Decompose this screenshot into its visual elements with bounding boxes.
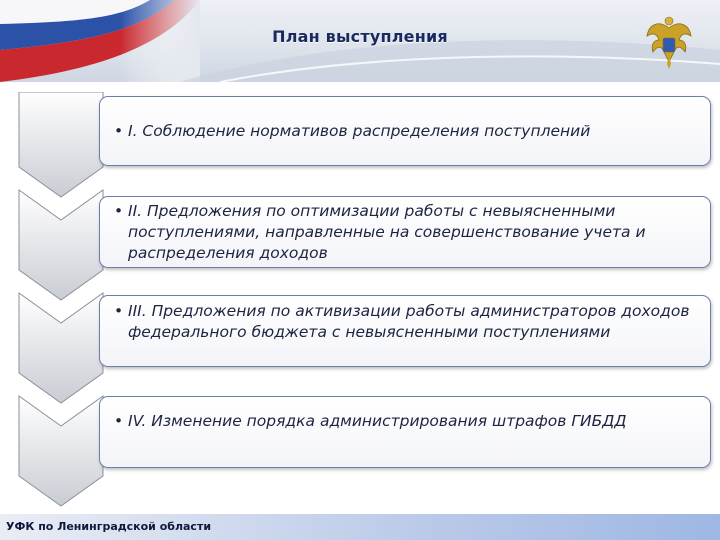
plan-item-4-text xyxy=(114,411,704,432)
plan-item-2-label: II. Предложения по оптимизации работы с невыясненными поступлениями, направленные на совершенствование учета и распределения доходов xyxy=(128,202,646,262)
footer-organization: УФК по Ленинградской области xyxy=(6,520,212,533)
plan-item-3 xyxy=(99,295,711,367)
plan-item-2 xyxy=(99,196,711,268)
plan-item-4 xyxy=(99,396,711,468)
chevron-arrow-3 xyxy=(19,293,103,403)
slide-footer xyxy=(0,514,720,540)
treasury-eagle-emblem xyxy=(645,14,693,70)
plan-item-4-label: IV. Изменение порядка администрирования штрафов ГИБДД xyxy=(128,412,627,430)
slide-header xyxy=(0,0,720,82)
plan-item-1-label: I. Соблюдение нормативов распределения поступлений xyxy=(128,122,591,140)
plan-item-3-text xyxy=(114,301,704,343)
bullet-icon: • xyxy=(114,202,124,220)
chevron-arrow-4 xyxy=(19,396,103,506)
bullet-icon: • xyxy=(114,122,124,140)
chevron-arrow-1 xyxy=(19,92,103,197)
plan-item-1 xyxy=(99,96,711,166)
plan-item-1-text xyxy=(114,121,704,142)
plan-item-2-text xyxy=(114,201,704,264)
plan-item-3-label: III. Предложения по активизации работы администраторов доходов федерального бюджета с невыясненными поступлениями xyxy=(128,302,690,341)
bullet-icon: • xyxy=(114,412,124,430)
page-title: План выступления xyxy=(272,27,448,46)
chevron-arrow-2 xyxy=(19,190,103,300)
chevron-column xyxy=(18,92,104,512)
bullet-icon: • xyxy=(114,302,124,320)
